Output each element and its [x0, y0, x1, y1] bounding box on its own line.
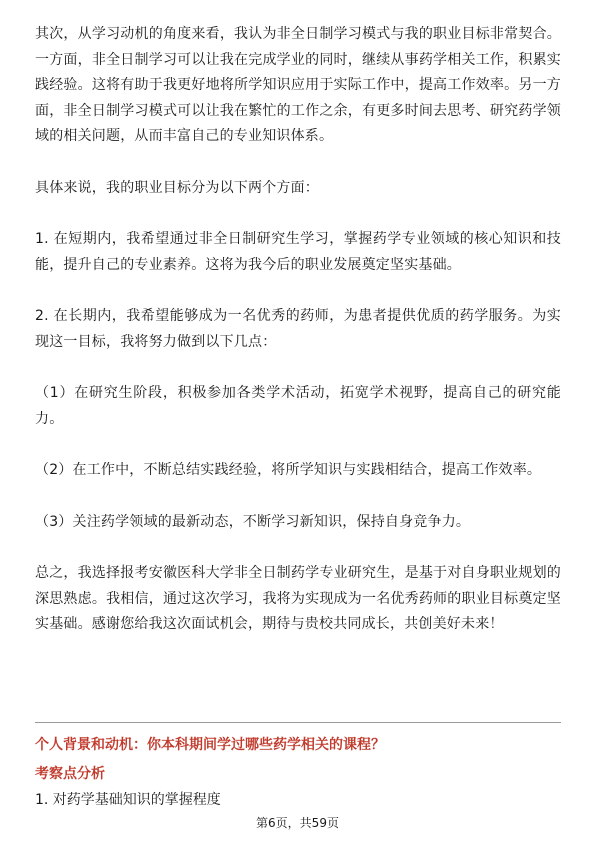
paragraph-point-1: （1）在研究生阶段，积极参加各类学术活动，拓宽学术视野，提高自己的研究能力。	[35, 385, 561, 427]
paragraph-point-2: （2）在工作中，不断总结实践经验，将所学知识与实践相结合，提高工作效率。	[35, 462, 542, 478]
paragraph-point-3: （3）关注药学领域的最新动态，不断学习新知识，保持自身竞争力。	[35, 513, 471, 530]
section-divider	[35, 722, 561, 723]
answer-body	[35, 22, 561, 638]
paragraph-conclusion: 总之，我选择报考安徽医科大学非全日制药学专业研究生，是基于对自身职业规划的深思熟虑。我相信，通过这次学习，我将为实现成为一名优秀药师的职业目标奠定坚实基础。感谢您给我这次面试机会，期待与贵校共同成长，共创美好未来！	[35, 565, 561, 632]
paragraph-long-term: 2. 在长期内，我希望能够成为一名优秀的药师，为患者提供优质的药学服务。为实现这一目标，我将努力做到以下几点：	[35, 308, 561, 350]
paragraph-short-term: 1. 在短期内，我希望通过非全日制研究生学习，掌握药学专业领域的核心知识和技能，提升自己的专业素养。这将为我今后的职业发展奠定坚实基础。	[35, 231, 561, 273]
paragraph-career-intro: 具体来说，我的职业目标分为以下两个方面：	[35, 179, 319, 196]
page-number: 第6页，共59页	[256, 816, 339, 830]
question-title: 个人背景和动机：你本科期间学过哪些药学相关的课程？	[35, 737, 385, 753]
paragraph-motivation: 其次，从学习动机的角度来看，我认为非全日制学习模式与我的职业目标非常契合。一方面，非全日制学习可以让我在完成学业的同时，继续从事药学相关工作，积累实践经验。这将有助于我更好地将所学知识应用于实际工作中，提高工作效率。另一方面，非全日制学习模式可以让我在繁忙的工作之余，有更多时间去思考、研究药学领域的相关问题，从而丰富自己的专业知识体系。	[35, 26, 561, 144]
analysis-item: 1. 对药学基础知识的掌握程度	[35, 792, 221, 808]
analysis-heading: 考察点分析	[35, 766, 105, 782]
